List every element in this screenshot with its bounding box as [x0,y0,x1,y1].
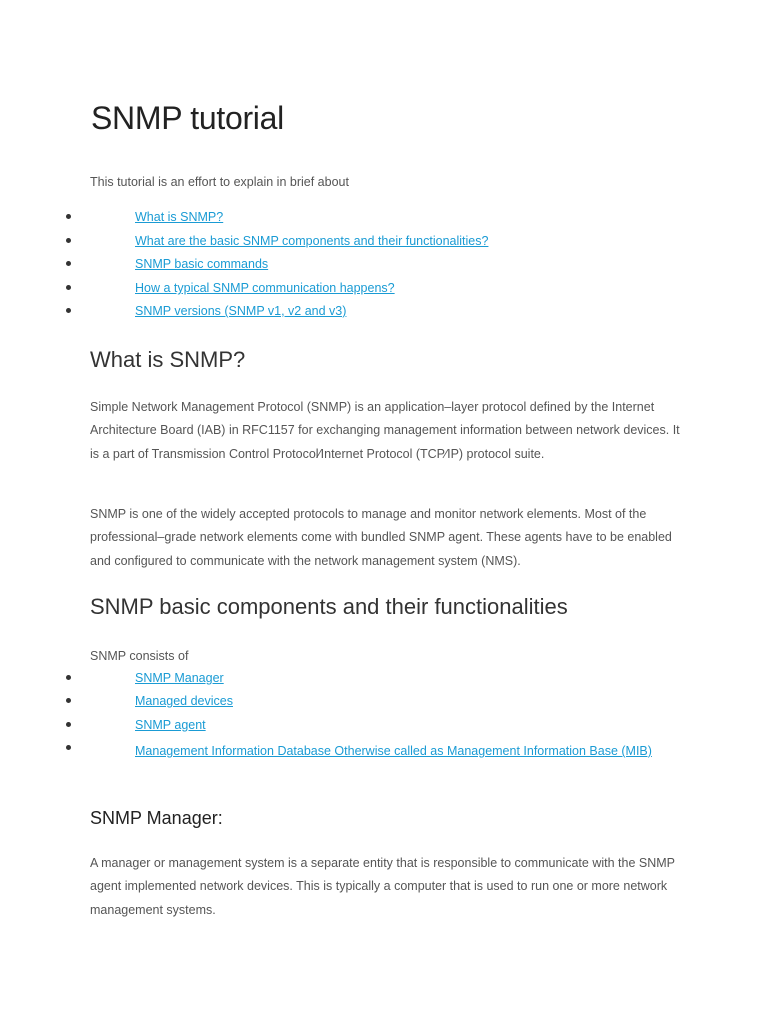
section-paragraph: A manager or management system is a separate entity that is responsible to communicate with the SNMP agent implemented network devices. This is typically a computer that is used to run one or more network management systems. [90,856,675,917]
components-intro: SNMP consists of [90,649,189,663]
subsection-heading-snmp-manager: SNMP Manager: [90,808,223,828]
bullet-icon [66,722,71,727]
section-paragraph: Simple Network Management Protocol (SNMP) is an application–layer protocol defined by the Internet Architecture Board (IAB) in RFC1157 for exchanging management information between network devices. It is a part of Transmission Control Protocol⁄Internet Protocol (TCP⁄IP) protocol suite. [90,400,680,461]
section-paragraph: SNMP is one of the widely accepted protocols to manage and monitor network elements. Most of the professional–grade network elements come with bundled SNMP agent. These agents have to be enabled and configured to communicate with the network management system (NMS). [90,507,672,568]
list-item [0,739,768,783]
bullet-icon [66,261,71,266]
section-heading-what-is-snmp: What is SNMP? [90,347,246,372]
toc-link-basic-commands[interactable]: SNMP basic commands [135,257,269,271]
toc-link-versions[interactable]: SNMP versions (SNMP v1, v2 and v3) [135,304,347,318]
toc-link-what-is-snmp[interactable]: What is SNMP? [135,210,224,224]
link-managed-devices[interactable]: Managed devices [135,694,233,708]
link-snmp-agent[interactable]: SNMP agent [135,718,206,732]
intro-text: This tutorial is an effort to explain in brief about [90,175,349,189]
link-snmp-manager[interactable]: SNMP Manager [135,671,224,685]
bullet-icon [66,745,71,750]
toc-link-communication[interactable]: How a typical SNMP communication happens? [135,281,395,295]
bullet-icon [66,214,71,219]
section-heading-components: SNMP basic components and their functionalities [90,594,568,619]
bullet-icon [66,698,71,703]
toc-link-components[interactable]: What are the basic SNMP components and their functionalities? [135,234,489,248]
bullet-icon [66,238,71,243]
bullet-icon [66,675,71,680]
bullet-icon [66,308,71,313]
page-title: SNMP tutorial [91,100,284,136]
link-mib[interactable]: Management Information Database Otherwise called as Management Information Base (MIB) [135,744,652,758]
bullet-icon [66,285,71,290]
